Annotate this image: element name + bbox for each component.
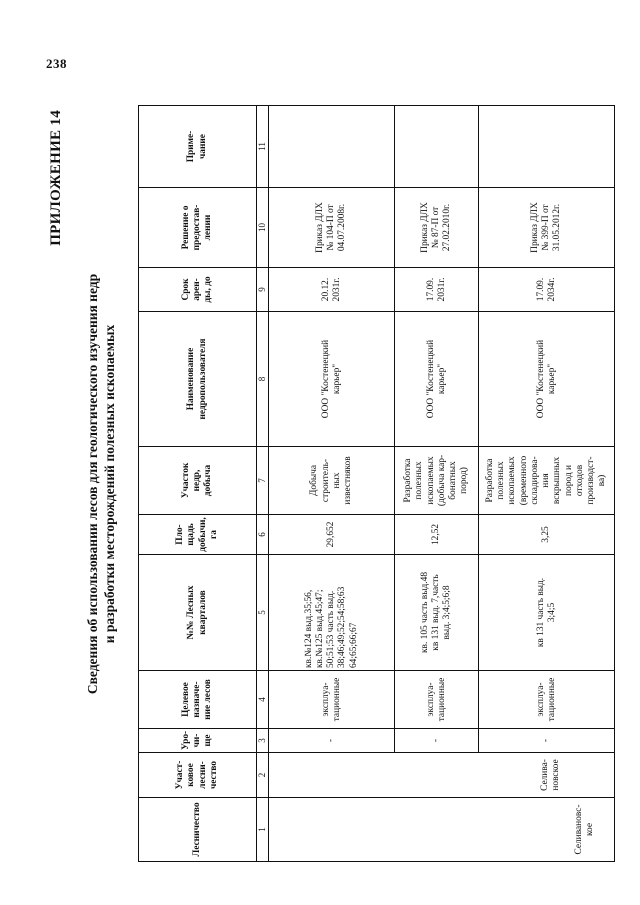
page-number: 238 [46,56,67,71]
header-term: Срок арен- ды, до [139,268,257,312]
header-decision: Решение о предостав- лении [139,188,257,268]
column-number: 6 [257,515,269,555]
header-note: Приме- чание [139,106,257,188]
header-subsoil: Участок недр, добыча [139,447,257,515]
purpose-cell: эксплуа- тационные [479,671,615,729]
header-row [139,106,257,862]
quarters-cell: кв. 105 часть выд.48 кв 131 выд. 7,часть выд. 3;4;5;6;8 [395,555,479,671]
header-user: Наименование недропользователя [139,312,257,447]
user-cell: ООО "Костенецкий карьер" [395,312,479,447]
tract-cell: - [269,729,395,753]
column-number: 2 [257,753,269,798]
area-cell: 3,25 [479,515,615,555]
column-number: 11 [257,106,269,188]
tract-cell: - [479,729,615,753]
tract-cell: - [395,729,479,753]
header-quarters: №№ Лесных кварталов [139,555,257,671]
title-line-2: и разработки месторождений полезных ископаемых [102,324,117,644]
column-number: 9 [257,268,269,312]
note-cell [479,106,615,188]
header-tract: Уро- чи- ще [139,729,257,753]
user-cell: ООО "Костенецкий карьер" [269,312,395,447]
header-purpose: Целевое назначе- ние лесов [139,671,257,729]
column-number: 5 [257,555,269,671]
column-number: 8 [257,312,269,447]
subsoil-use-table [138,105,615,862]
header-area: Пло- щадь добычи, га [139,515,257,555]
appendix-label: ПРИЛОЖЕНИЕ 14 [48,110,64,246]
forestry-cell: Селивановс- кое [269,798,615,862]
header-forestry: Лесничество [139,798,257,862]
table-row [269,106,395,862]
purpose-cell: эксплуа- тационные [395,671,479,729]
column-number: 4 [257,671,269,729]
term-cell: 17.09. 2031г. [395,268,479,312]
document-title [84,124,118,844]
column-number: 3 [257,729,269,753]
column-number-row [257,106,269,862]
area-cell: 12,52 [395,515,479,555]
note-cell [395,106,479,188]
table-row [479,106,615,862]
table-row [395,106,479,862]
subsoil-cell: Разработка полезных ископаемых (временного складирова- ния вскрышных пород и отходов производст- ва) [479,447,615,515]
decision-cell: Приказ ДЛХ № 104-П от 04.07.2008г. [269,188,395,268]
area-cell: 29,652 [269,515,395,555]
decision-cell: Приказ ДЛХ № 87-П от 27.02.2010г. [395,188,479,268]
rotated-page [40,84,608,884]
district-forestry-cell: Селива- новское [269,753,615,798]
term-cell: 20.12. 2031г. [269,268,395,312]
subsoil-cell: Разработка полезных ископаемых (добыча кар- бонатных пород) [395,447,479,515]
purpose-cell: эксплуа- тационные [269,671,395,729]
column-number: 7 [257,447,269,515]
user-cell: ООО "Костенецкий карьер" [479,312,615,447]
note-cell [269,106,395,188]
quarters-cell: кв.№124 выд.35;56, кв.№125 выд.45;47; 50;51;53 часть выд. 38;46;49;52;54;58;63 64;65;66;67 [269,555,395,671]
column-number: 1 [257,798,269,862]
header-district-forestry: Участ- ковое лесни- чество [139,753,257,798]
quarters-cell: кв 131 часть выд. 3;4;5 [479,555,615,671]
subsoil-cell: Добыча строитель- ных известняков [269,447,395,515]
term-cell: 17.09. 2034г. [479,268,615,312]
column-number: 10 [257,188,269,268]
title-line-1: Сведения об использовании лесов для геологического изучения недр [85,273,100,695]
decision-cell: Приказ ДЛХ № 399-П от 31.05.2012г. [479,188,615,268]
